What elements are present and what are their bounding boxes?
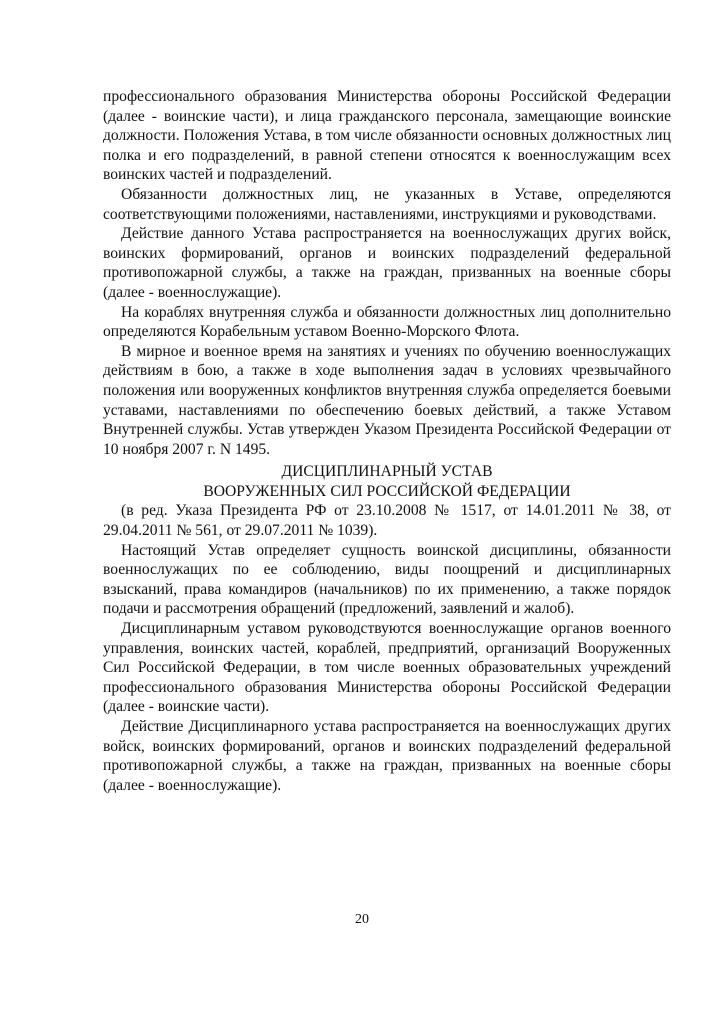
page-number: 20 [355, 912, 369, 927]
section-title-line2: ВООРУЖЕННЫХ СИЛ РОССИЙСКОЙ ФЕДЕРАЦИИ [203, 482, 571, 500]
paragraph-duties-not-specified: Обязанности должностных лиц, не указанных в Уставе, определяются соответствующими положениями, наставлениями, инструкциями и руководствами. [103, 185, 671, 223]
paragraph-ships-service: На кораблях внутренняя служба и обязанности должностных лиц дополнительно определяются Корабельным уставом Военно-Морского Флота. [103, 303, 671, 341]
paragraph-peace-and-war: В мирное и военное время на занятиях и учениях по обучению военнослужащих действиям в бою, а также в ходе выполнения задач в условиях чрезвычайного положения или вооруженных конфликтов внутренняя служба определяется боевыми уставами, наставлениями по обеспечению боевых действий, а также Уставом Внутренней службы. Устав утвержден Указом Президента Российской Федерации от 10 ноября 2007 г. N 1495. [103, 342, 671, 458]
section-title-line1: ДИСЦИПЛИНАРНЫЙ УСТАВ [281, 463, 493, 481]
paragraph-scope-of-charter: Действие данного Устава распространяется на военнослужащих других войск, воинских формирований, органов и воинских подразделений федеральной противопожарной службы, а также на граждан, призванных на военные сборы (далее - военнослужащие). [103, 225, 671, 301]
paragraph-charter-scope: Действие Дисциплинарного устава распространяется на военнослужащих других войск, воинских формирований, органов и воинских подразделений федеральной противопожарной службы, а также на граждан, призванных на военные сборы (далее - военнослужащие). [103, 718, 671, 794]
document-body [103, 87, 671, 795]
paragraph-charter-guided: Дисциплинарным уставом руководствуются военнослужащие органов военного управления, воинских частей, кораблей, предприятий, организаций Вооруженных Сил Российской Федерации, в том числе военных образовательных учреждений профессионального образования Министерства обороны Российской Федерации (далее - воинские части). [103, 620, 671, 716]
paragraph-charter-defines: Настоящий Устав определяет сущность воинской дисциплины, обязанности военнослужащих по ее соблюдению, виды поощрений и дисциплинарных взысканий, права командиров (начальников) по их применению, а также порядок подачи и рассмотрения обращений (предложений, заявлений и жалоб). [103, 541, 671, 618]
paragraph-continuation: профессионального образования Министерства обороны Российской Федерации (далее - воинские части), и лица гражданского персонала, замещающие воинские должности. Положения Устава, в том числе обязанности основных должностных лиц полка и его подразделений, в равной степени относятся к военнослужащим всех воинских частей и подразделений. [103, 88, 671, 184]
paragraph-amendments: (в ред. Указа Президента РФ от 23.10.2008 № 1517, от 14.01.2011 № 38, от 29.04.2011 № 561, от 29.07.2011 № 1039). [103, 502, 671, 540]
